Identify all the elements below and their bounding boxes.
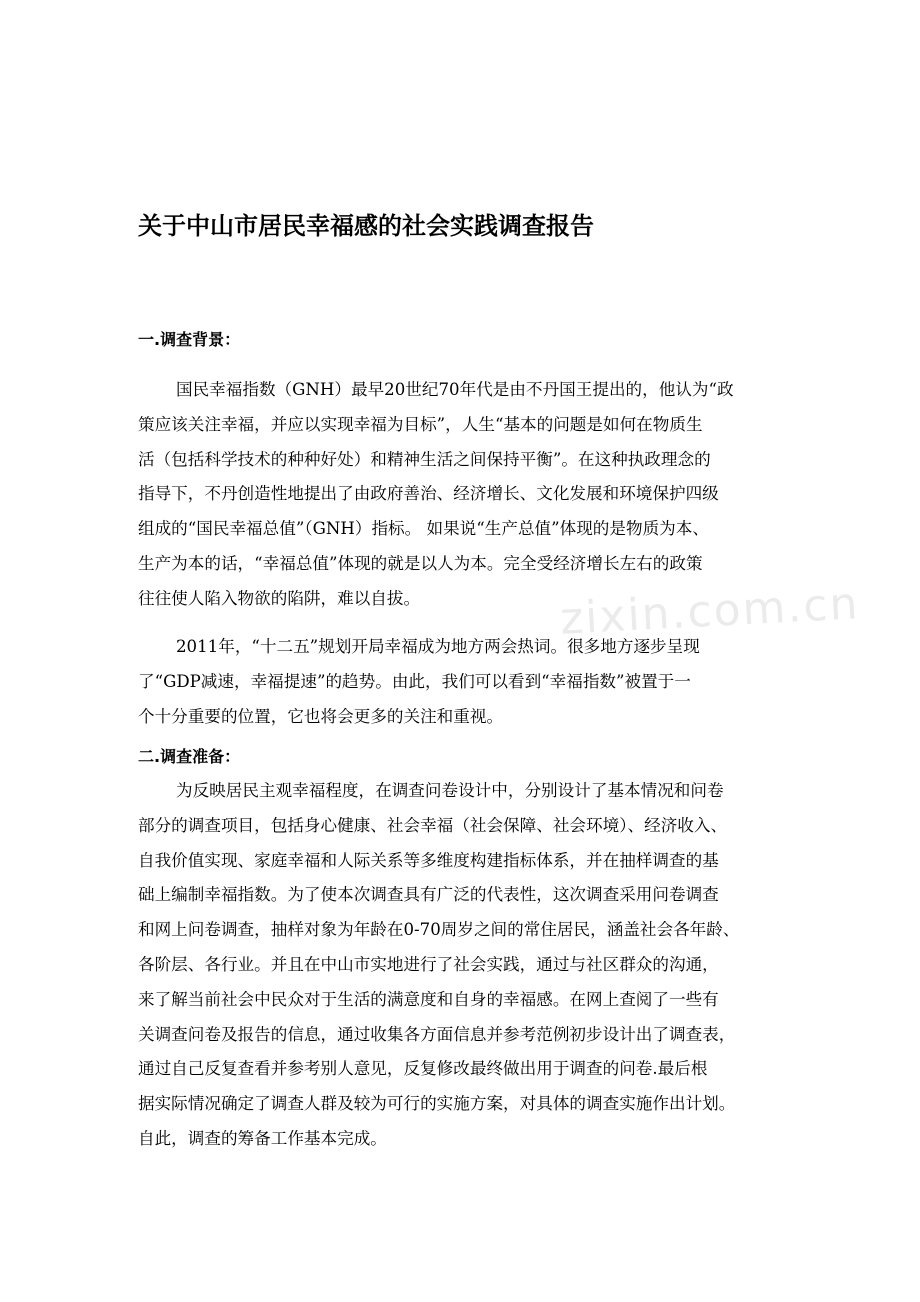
paragraph-line: 生产为本的话，“幸福总值”体现的就是以人为本。完全受经济增长左右的政策 (138, 553, 703, 573)
document-title: 关于中山市居民幸福感的社会实践调查报告 (138, 212, 594, 240)
paragraph-line: 为反映居民主观幸福程度，在调查问卷设计中，分别设计了基本情况和问卷 (176, 781, 724, 800)
paragraph-line: 来了解当前社会中民众对于生活的满意度和自身的幸福感。在网上查阅了一些有 (138, 989, 719, 1009)
paragraph-line: 各阶层、各行业。并且在中山市实地进行了社会实践，通过与社区群众的沟通， (138, 954, 719, 974)
paragraph-line: 往往使人陷入物欲的陷阱，难以自拔。 (138, 588, 421, 608)
paragraph-line: 和网上问卷调查，抽样对象为年龄在0-70周岁之间的常住居民，涵盖社会各年龄、 (138, 920, 740, 940)
paragraph-line: 自此，调查的筹备工作基本完成。 (138, 1128, 387, 1148)
paragraph-line: 了“GDP减速，幸福提速”的趋势。由此，我们可以看到“幸福指数”被置于一 (138, 671, 691, 691)
section-heading-preparation: 二.调查准备： (138, 747, 241, 766)
paragraph-line: 2011年，“十二五”规划开局幸福成为地方两会热词。很多地方逐步呈现 (176, 637, 700, 656)
paragraph-preparation-1 (138, 774, 794, 1157)
paragraph-line: 个十分重要的位置，它也将会更多的关注和重视。 (138, 706, 504, 726)
watermark: zixin.com.cn (558, 578, 861, 645)
paragraph-line: 活（包括科学技术的种种好处）和精神生活之间保持平衡”。在这种执政理念的 (138, 449, 711, 469)
paragraph-line: 部分的调查项目，包括身心健康、社会幸福（社会保障、社会环境）、经济收入、 (138, 815, 728, 835)
paragraph-line: 关调查问卷及报告的信息，通过收集各方面信息并参考范例初步设计出了调查表， (138, 1024, 736, 1044)
paragraph-line: 自我价值实现、家庭幸福和人际关系等多维度构建指标体系，并在抽样调查的基 (138, 850, 719, 870)
paragraph-line: 国民幸福指数（GNH）最早20世纪70年代是由不丹国王提出的，他认为“政 (176, 380, 734, 399)
paragraph-line: 指导下，不丹创造性地提出了由政府善治、经济增长、文化发展和环境保护四级 (138, 484, 719, 504)
paragraph-background-2 (138, 630, 794, 734)
paragraph-line: 通过自己反复查看并参考别人意见，反复修改最终做出用于调查的问卷.最后根 (138, 1059, 708, 1079)
paragraph-line: 据实际情况确定了调查人群及较为可行的实施方案，对具体的调查实施作出计划。 (138, 1094, 736, 1114)
paragraph-line: 策应该关注幸福，并应以实现幸福为目标”，人生“基本的问题是如何在物质生 (138, 414, 703, 434)
paragraph-line: 础上编制幸福指数。为了使本次调查具有广泛的代表性，这次调查采用问卷调查 (138, 885, 719, 905)
paragraph-line: 组成的“国民幸福总值”（GNH）指标。 如果说“生产总值”体现的是物质为本、 (138, 519, 709, 539)
paragraph-background-1 (138, 373, 794, 617)
section-heading-background: 一.调查背景： (138, 330, 241, 349)
